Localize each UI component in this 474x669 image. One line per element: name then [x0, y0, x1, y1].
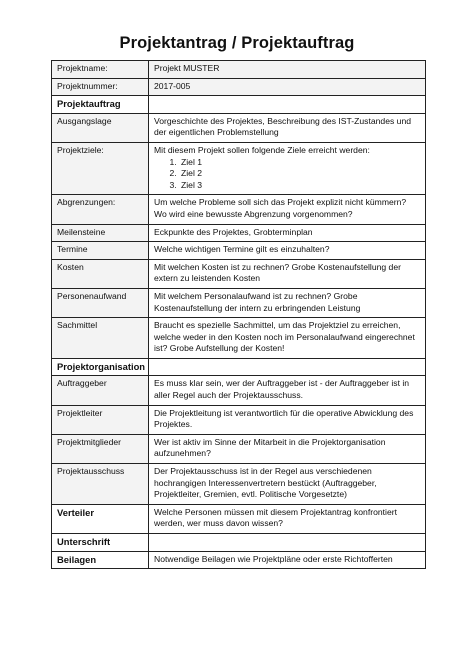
label-projektmitglieder: Projektmitglieder [52, 434, 149, 463]
section-label-projektauftrag: Projektauftrag [52, 96, 149, 114]
goals-list [154, 157, 420, 192]
row-projektname [52, 61, 426, 79]
section-value-projektauftrag [149, 96, 426, 114]
value-ausgangslage: Vorgeschichte des Projektes, Beschreibung des IST-Zustandes und der eigentlichen Problemstellung [149, 113, 426, 142]
value-meilensteine: Eckpunkte des Projektes, Grobterminplan [149, 224, 426, 242]
value-projektausschuss: Der Projektausschuss ist in der Regel aus verschiedenen hochrangigen Interessenvertretern bestückt (Auftraggeber, Projektleiter, Gremien, evtl. Politische Vorgesetzte) [149, 464, 426, 505]
goal-item: 1. Ziel 1 [179, 157, 420, 169]
row-meilensteine [52, 224, 426, 242]
row-ausgangslage [52, 113, 426, 142]
value-projektnummer: 2017-005 [149, 78, 426, 96]
row-projektmitglieder [52, 434, 426, 463]
label-personenaufwand: Personenaufwand [52, 288, 149, 317]
label-auftraggeber: Auftraggeber [52, 376, 149, 405]
label-abgrenzungen: Abgrenzungen: [52, 195, 149, 224]
label-meilensteine: Meilensteine [52, 224, 149, 242]
value-projektleiter: Die Projektleitung ist verantwortlich für die operative Abwicklung des Projektes. [149, 405, 426, 434]
row-personenaufwand [52, 288, 426, 317]
label-beilagen: Beilagen [52, 551, 149, 569]
projektziele-intro: Mit diesem Projekt sollen folgende Ziele erreicht werden: [154, 144, 370, 155]
value-projektname: Projekt MUSTER [149, 61, 426, 79]
label-projektname: Projektname: [52, 61, 149, 79]
label-projektleiter: Projektleiter [52, 405, 149, 434]
document-title: Projektantrag / Projektauftrag [119, 34, 355, 52]
label-kosten: Kosten [52, 259, 149, 288]
goal-item: 3. Ziel 3 [179, 180, 420, 192]
value-termine: Welche wichtigen Termine gilt es einzuhalten? [149, 242, 426, 260]
label-ausgangslage: Ausgangslage [52, 113, 149, 142]
value-sachmittel: Braucht es spezielle Sachmittel, um das Projektziel zu erreichen, welche weder in den Kosten noch im Personalaufwand eingerechnet ist? Grobe Aufstellung der Kosten! [149, 318, 426, 359]
section-label-projektorganisation: Projektorganisation [52, 358, 149, 376]
row-kosten [52, 259, 426, 288]
value-auftraggeber: Es muss klar sein, wer der Auftraggeber ist - der Auftraggeber ist in aller Regel auch der Projektausschuss. [149, 376, 426, 405]
row-auftraggeber [52, 376, 426, 405]
value-projektziele [149, 142, 426, 194]
label-sachmittel: Sachmittel [52, 318, 149, 359]
row-termine [52, 242, 426, 260]
section-projektauftrag [52, 96, 426, 114]
row-projektnummer [52, 78, 426, 96]
label-projektziele: Projektziele: [52, 142, 149, 194]
row-projektziele [52, 142, 426, 194]
project-form-table [51, 60, 426, 569]
label-projektnummer: Projektnummer: [52, 78, 149, 96]
value-beilagen: Notwendige Beilagen wie Projektpläne oder erste Richtofferten [149, 551, 426, 569]
row-sachmittel [52, 318, 426, 359]
row-verteiler [52, 504, 426, 533]
section-value-projektorganisation [149, 358, 426, 376]
value-kosten: Mit welchen Kosten ist zu rechnen? Grobe Kostenaufstellung der extern zu leistenden Kosten [149, 259, 426, 288]
value-personenaufwand: Mit welchem Personalaufwand ist zu rechnen? Grobe Kostenaufstellung der intern zu erbringenden Leistung [149, 288, 426, 317]
row-projektausschuss [52, 464, 426, 505]
value-abgrenzungen: Um welche Probleme soll sich das Projekt explizit nicht kümmern? Wo wird eine bewusste Abgrenzung vorgenommen? [149, 195, 426, 224]
value-unterschrift [149, 534, 426, 552]
row-projektleiter [52, 405, 426, 434]
section-projektorganisation [52, 358, 426, 376]
row-abgrenzungen [52, 195, 426, 224]
label-unterschrift: Unterschrift [52, 534, 149, 552]
row-unterschrift [52, 534, 426, 552]
value-projektmitglieder: Wer ist aktiv im Sinne der Mitarbeit in die Projektorganisation aufzunehmen? [149, 434, 426, 463]
value-verteiler: Welche Personen müssen mit diesem Projektantrag konfrontiert werden, wer muss davon wissen? [149, 504, 426, 533]
label-termine: Termine [52, 242, 149, 260]
label-projektausschuss: Projektausschuss [52, 464, 149, 505]
label-verteiler: Verteiler [52, 504, 149, 533]
row-beilagen [52, 551, 426, 569]
goal-item: 2. Ziel 2 [179, 168, 420, 180]
